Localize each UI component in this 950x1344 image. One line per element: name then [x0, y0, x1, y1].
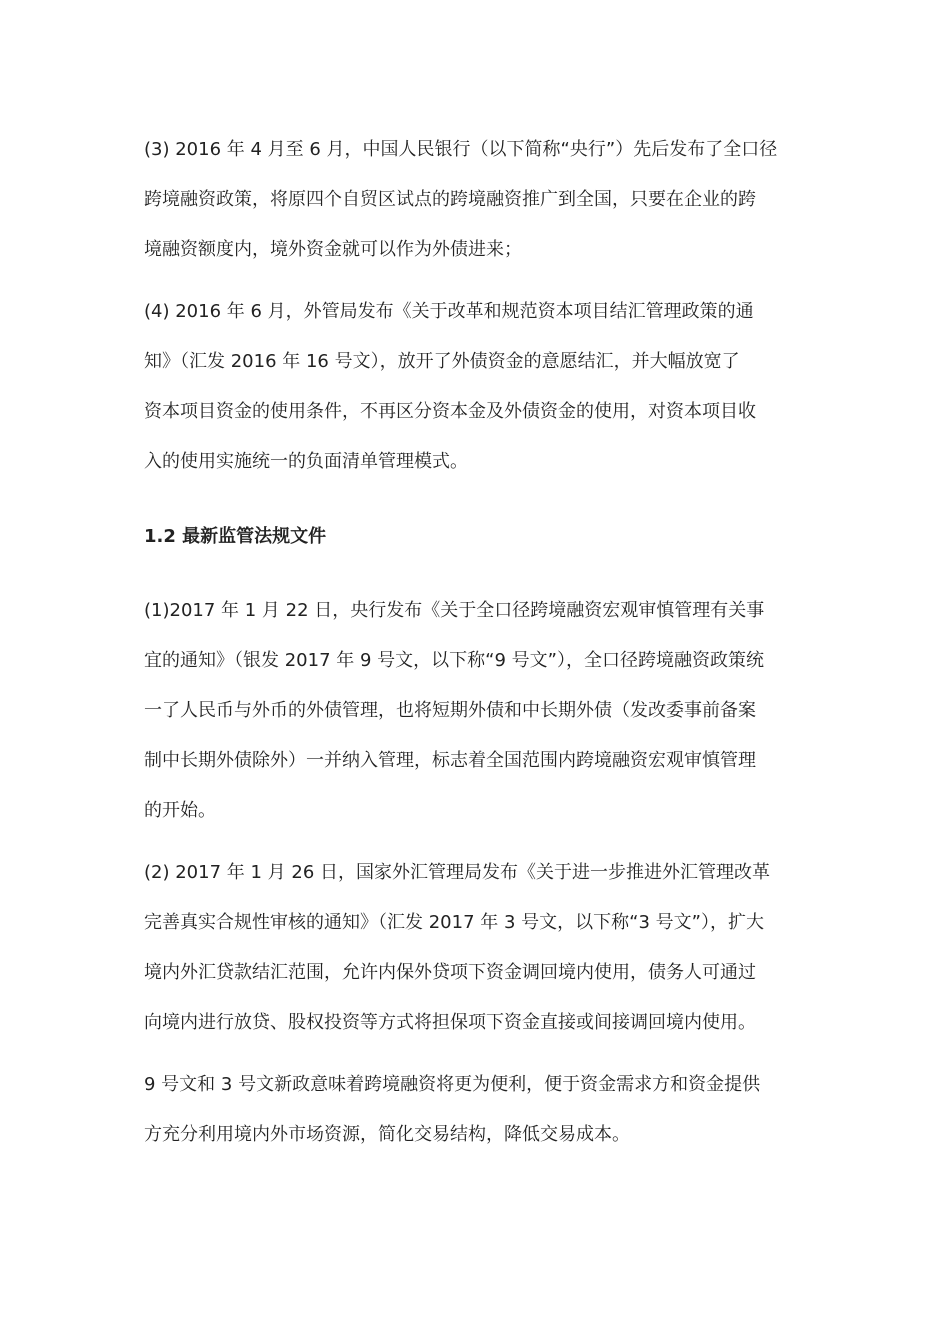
paragraph-4-line-4: 入的使用实施统一的负面清单管理模式。 [144, 451, 468, 472]
item-1-line-5: 的开始。 [144, 800, 216, 821]
paragraph-4-line-2: 知》（汇发 2016 年 16 号文），放开了外债资金的意愿结汇，并大幅放宽了 [144, 351, 740, 372]
item-2-line-3: 境内外汇贷款结汇范围，允许内保外贷项下资金调回境内使用，债务人可通过 [144, 962, 756, 983]
summary-line-1: 9 号文和 3 号文新政意味着跨境融资将更为便利，便于资金需求方和资金提供 [144, 1074, 761, 1095]
item-1-line-4: 制中长期外债除外）一并纳入管理，标志着全国范围内跨境融资宏观审慎管理 [144, 750, 756, 771]
section-heading: 1.2 最新监管法规文件 [144, 526, 327, 547]
paragraph-4-line-1: (4) 2016 年 6 月，外管局发布《关于改革和规范资本项目结汇管理政策的通 [144, 301, 754, 322]
item-2-line-4: 向境内进行放贷、股权投资等方式将担保项下资金直接或间接调回境内使用。 [144, 1012, 756, 1033]
item-1-line-2: 宜的通知》（银发 2017 年 9 号文，以下称“9 号文”），全口径跨境融资政策统 [144, 650, 764, 671]
summary-line-2: 方充分利用境内外市场资源，简化交易结构，降低交易成本。 [144, 1124, 630, 1145]
paragraph-3-line-3: 境融资额度内，境外资金就可以作为外债进来； [144, 239, 522, 260]
item-1-line-1: (1)2017 年 1 月 22 日，央行发布《关于全口径跨境融资宏观审慎管理有关事 [144, 600, 765, 621]
item-2-line-1: (2) 2017 年 1 月 26 日，国家外汇管理局发布《关于进一步推进外汇管理改革 [144, 862, 770, 883]
item-1-line-3: 一了人民币与外币的外债管理，也将短期外债和中长期外债（发改委事前备案 [144, 700, 756, 721]
paragraph-3-line-1: (3) 2016 年 4 月至 6 月，中国人民银行（以下简称“央行”）先后发布了全口径 [144, 139, 778, 160]
paragraph-3-line-2: 跨境融资政策，将原四个自贸区试点的跨境融资推广到全国，只要在企业的跨 [144, 189, 756, 210]
item-2-line-2: 完善真实合规性审核的通知》（汇发 2017 年 3 号文，以下称“3 号文”），扩大 [144, 912, 764, 933]
paragraph-4-line-3: 资本项目资金的使用条件，不再区分资本金及外债资金的使用，对资本项目收 [144, 401, 756, 422]
